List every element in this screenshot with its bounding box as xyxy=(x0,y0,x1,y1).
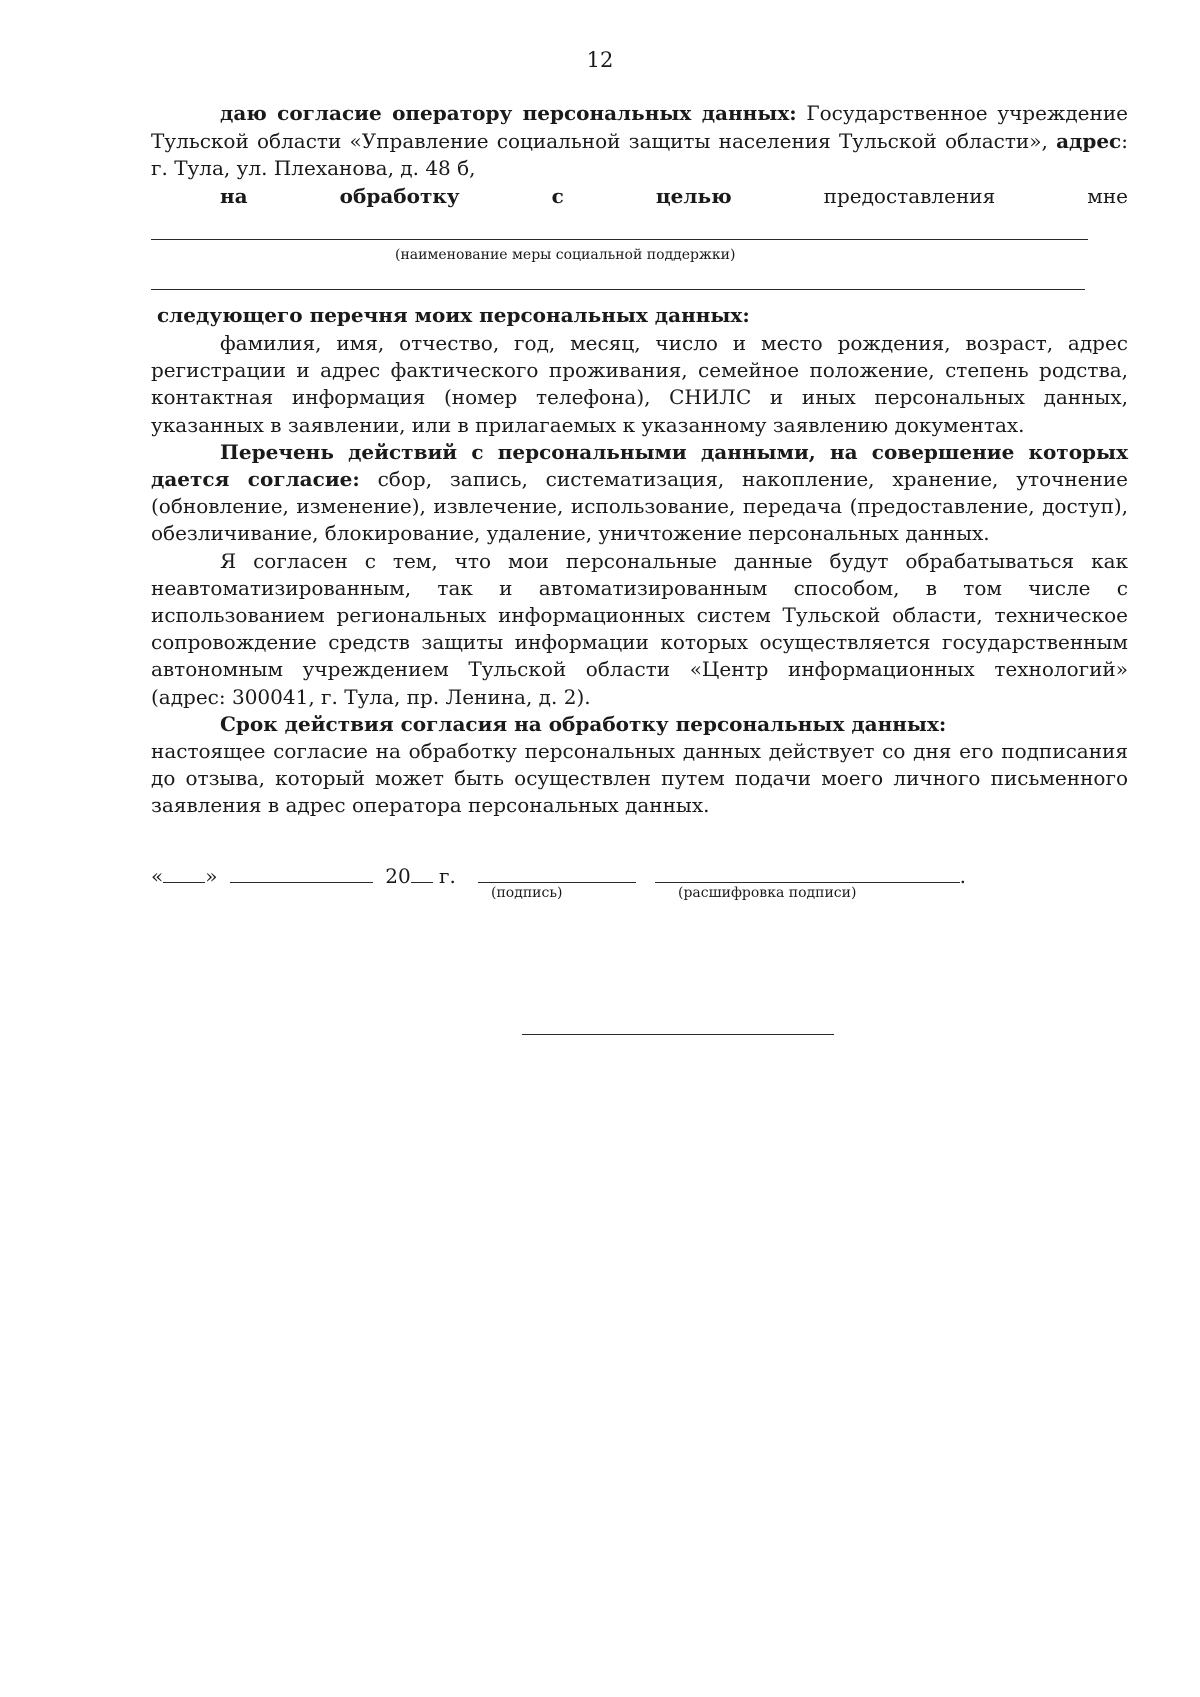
closing-divider xyxy=(522,1034,834,1035)
year-suffix: г. xyxy=(432,864,456,888)
measure-blank-line-2[interactable] xyxy=(151,289,1085,290)
purpose-word-2: обработку xyxy=(339,183,460,208)
operator-name: Государственное учреждение Тульской области «Управление социальной защиты населения Тульской области», xyxy=(151,101,1128,153)
term-paragraph: настоящее согласие на обработку персональных данных действует со дня его подписания до отзыва, который может быть осуществлен путем подачи моего личного письменного заявления в адрес оператора персональных данных. xyxy=(151,739,1128,818)
list-heading: следующего перечня моих персональных данных: xyxy=(157,303,750,327)
signature-decode-caption: (расшифровка подписи) xyxy=(678,885,857,901)
date-open-quote: « xyxy=(151,864,164,888)
consent-intro xyxy=(151,100,1128,210)
data-list-paragraph: фамилия, имя, отчество, год, месяц, число и место рождения, возраст, адрес регистрации и адрес фактического проживания, семейное положение, степень родства, контактная информация (номер телефона), СНИЛС и иных персональных данных, указанных в заявлении, или в прилагаемых к указанному заявлению документах. xyxy=(151,331,1128,437)
actions-list: сбор, запись, систематизация, накопление, хранение, уточнение (обновление, изменение), извлечение, использование, передача (предоставление, доступ), обезличивание, блокирование, удаление, уничтожение персональных данных. xyxy=(151,467,1128,546)
operator-lead: даю согласие оператору персональных данных: xyxy=(220,101,797,125)
purpose-word-1: на xyxy=(220,183,248,208)
operator-address: : г. Тула, ул. Плеханова, д. 48 б, xyxy=(151,128,1128,180)
signature-decode-blank[interactable] xyxy=(655,862,960,883)
purpose-word-4: целью xyxy=(655,183,732,208)
agreement-paragraph: Я согласен с тем, что мои персональные данные будут обрабатываться как неавтоматизированным, так и автоматизированным способом, в том числе с использованием региональных информационных систем Тульской области, техническое сопровождение средств защиты информации которых осуществляется государственным автономным учреждением Тульской области «Центр информационных технологий» (адрес: 300041, г. Тула, пр. Ленина, д. 2). xyxy=(151,548,1128,709)
measure-blank-line[interactable] xyxy=(151,239,1088,240)
signature-blank[interactable] xyxy=(478,862,636,883)
purpose-word-3: с xyxy=(551,183,564,208)
year-prefix: 20 xyxy=(385,864,411,888)
operator-paragraph xyxy=(151,100,1128,183)
purpose-word-5: предоставления xyxy=(823,183,996,208)
month-blank[interactable] xyxy=(230,862,373,883)
signature-end-dot: . xyxy=(959,864,966,888)
actions-lead: Перечень действий с персональными данными, на совершение которых дается согласие: xyxy=(151,439,1128,492)
day-blank[interactable] xyxy=(163,862,205,883)
page-number: 12 xyxy=(586,48,614,72)
date-close-quote: » xyxy=(205,864,218,888)
term-heading: Срок действия согласия на обработку персональных данных: xyxy=(220,711,947,736)
consent-body xyxy=(151,330,1128,820)
actions-paragraph xyxy=(151,439,1128,548)
year-blank[interactable] xyxy=(411,862,433,883)
purpose-row xyxy=(151,183,1128,211)
purpose-word-6: мне xyxy=(1087,183,1128,208)
address-label: адрес xyxy=(1056,128,1122,153)
signature-caption: (подпись) xyxy=(491,885,563,901)
measure-caption: (наименование меры социальной поддержки) xyxy=(395,247,736,263)
